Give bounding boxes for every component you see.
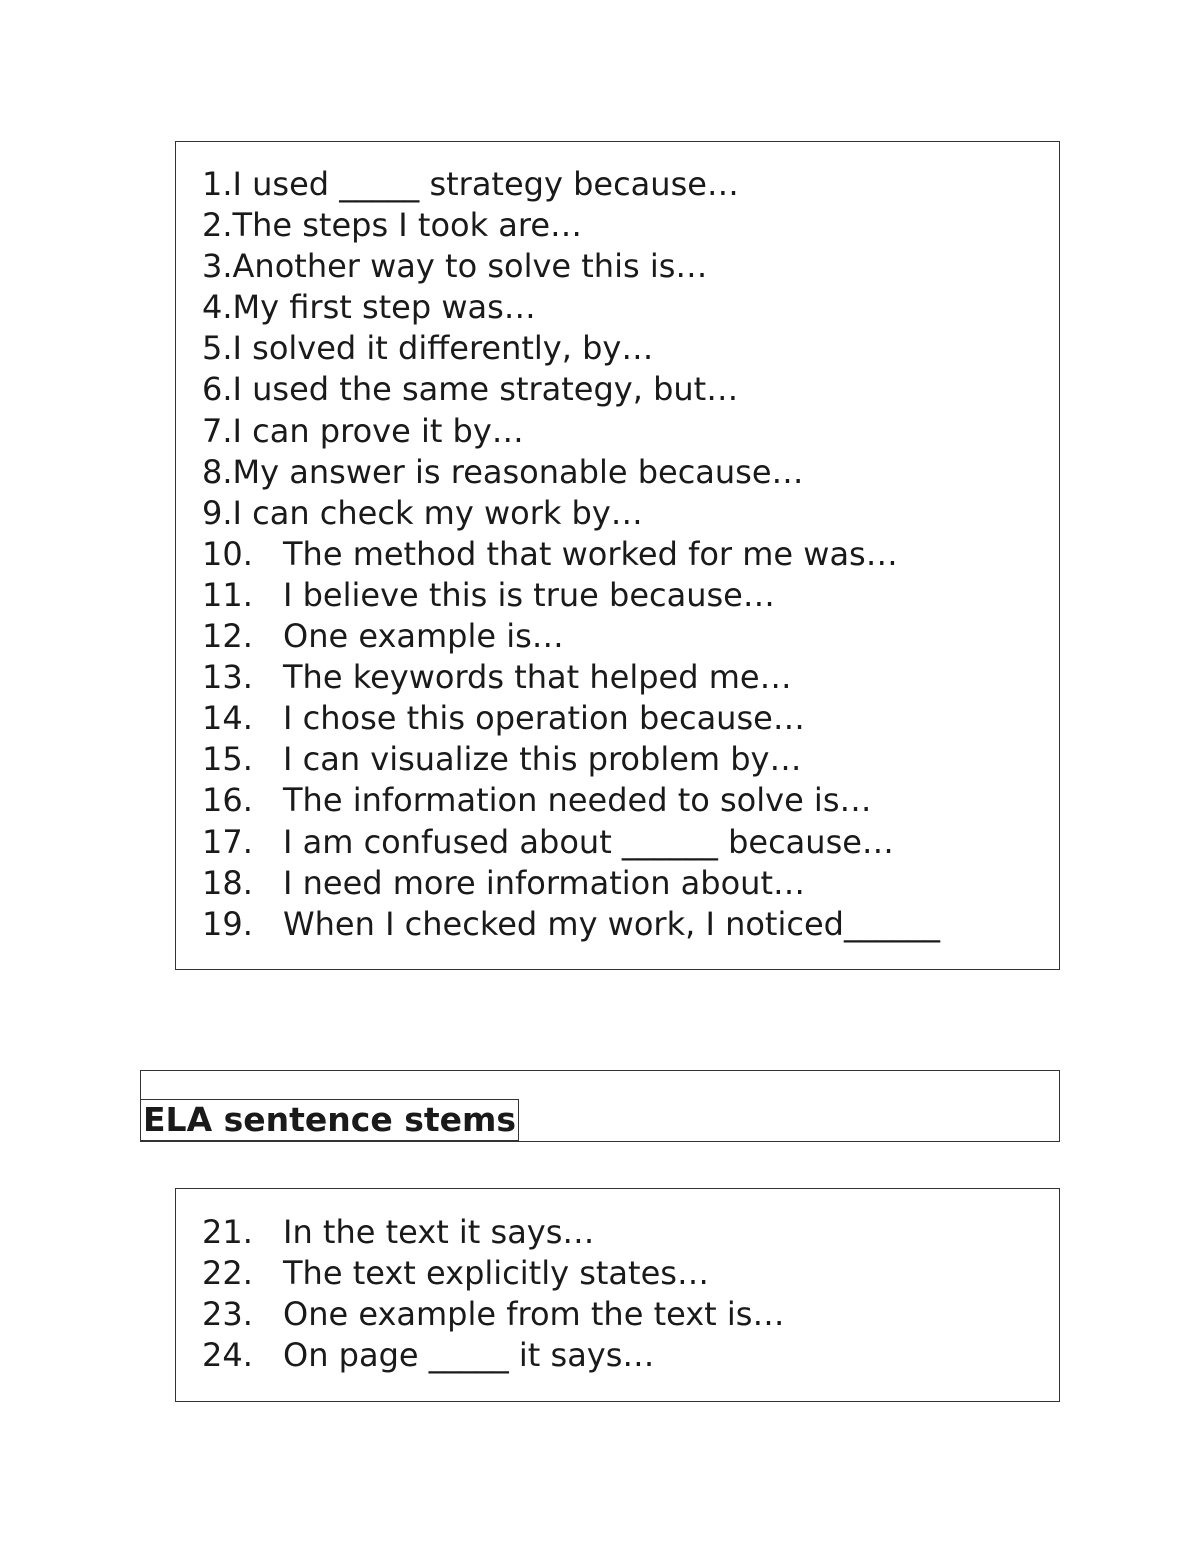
item-text: Another way to solve this is…	[232, 247, 708, 286]
item-number: 15.	[202, 740, 253, 779]
item-text: I used _____ strategy because…	[232, 165, 739, 203]
list-item	[202, 822, 940, 863]
item-text: I can prove it by…	[232, 411, 524, 450]
item-text: The information needed to solve is…	[283, 781, 872, 820]
list-item	[202, 1253, 784, 1294]
list-item	[202, 780, 940, 821]
list-item	[202, 657, 940, 698]
item-text: The steps I took are…	[232, 206, 583, 245]
list-item	[202, 534, 940, 575]
list-item	[202, 698, 940, 739]
item-number: 4.	[202, 288, 233, 327]
list-item	[202, 452, 940, 493]
list-item	[202, 164, 940, 205]
item-text: The keywords that helped me…	[283, 658, 792, 697]
item-number: 11.	[202, 575, 253, 614]
list-item	[202, 904, 940, 945]
item-text: I need more information about…	[283, 863, 805, 902]
ela-stems-list	[202, 1212, 784, 1376]
list-item	[202, 739, 940, 780]
item-number: 23.	[202, 1295, 253, 1334]
item-text: I am confused about ______ because…	[283, 822, 894, 861]
list-item	[202, 575, 940, 616]
list-item	[202, 1335, 784, 1376]
item-text: The text explicitly states…	[283, 1254, 709, 1293]
item-number: 22.	[202, 1254, 253, 1293]
item-text: I can check my work by…	[232, 493, 643, 532]
ela-heading: ELA sentence stems	[141, 1099, 519, 1141]
list-item	[202, 328, 940, 369]
item-number: 12.	[202, 617, 253, 656]
item-text: One example is…	[283, 617, 564, 656]
list-item	[202, 287, 940, 328]
item-text: On page _____ it says…	[283, 1336, 655, 1375]
item-text: My first step was…	[232, 288, 536, 327]
list-item	[202, 616, 940, 657]
item-number: 19.	[202, 904, 253, 943]
list-item	[202, 246, 940, 287]
item-number: 10.	[202, 534, 253, 573]
item-number: 24.	[202, 1336, 253, 1375]
item-number: 6.	[202, 370, 233, 409]
list-item	[202, 863, 940, 904]
math-stems-box	[175, 141, 1060, 970]
item-number: 16.	[202, 781, 253, 820]
item-number: 13.	[202, 658, 253, 697]
item-text: When I checked my work, I noticed______	[283, 904, 940, 943]
list-item	[202, 493, 940, 534]
item-text: My answer is reasonable because…	[232, 452, 804, 491]
list-item	[202, 1212, 784, 1253]
item-text: I can visualize this problem by…	[283, 740, 802, 779]
item-text: In the text it says…	[283, 1213, 595, 1251]
item-text: The method that worked for me was…	[283, 534, 898, 573]
item-number: 18.	[202, 863, 253, 902]
item-number: 21.	[202, 1213, 253, 1251]
item-text: I chose this operation because…	[283, 699, 805, 738]
item-text: I solved it differently, by…	[232, 329, 654, 368]
item-number: 1.	[202, 165, 233, 203]
item-number: 3.	[202, 247, 233, 286]
ela-header-box	[140, 1070, 1060, 1142]
item-number: 9.	[202, 493, 233, 532]
item-text: I believe this is true because…	[283, 575, 775, 614]
math-stems-list	[202, 164, 940, 945]
list-item	[202, 1294, 784, 1335]
list-item	[202, 205, 940, 246]
item-number: 2.	[202, 206, 233, 245]
item-text: I used the same strategy, but…	[232, 370, 739, 409]
item-number: 14.	[202, 699, 253, 738]
list-item	[202, 411, 940, 452]
item-text: One example from the text is…	[283, 1295, 785, 1334]
item-number: 5.	[202, 329, 233, 368]
item-number: 8.	[202, 452, 233, 491]
item-number: 17.	[202, 822, 253, 861]
ela-stems-box	[175, 1188, 1060, 1402]
list-item	[202, 369, 940, 410]
item-number: 7.	[202, 411, 233, 450]
